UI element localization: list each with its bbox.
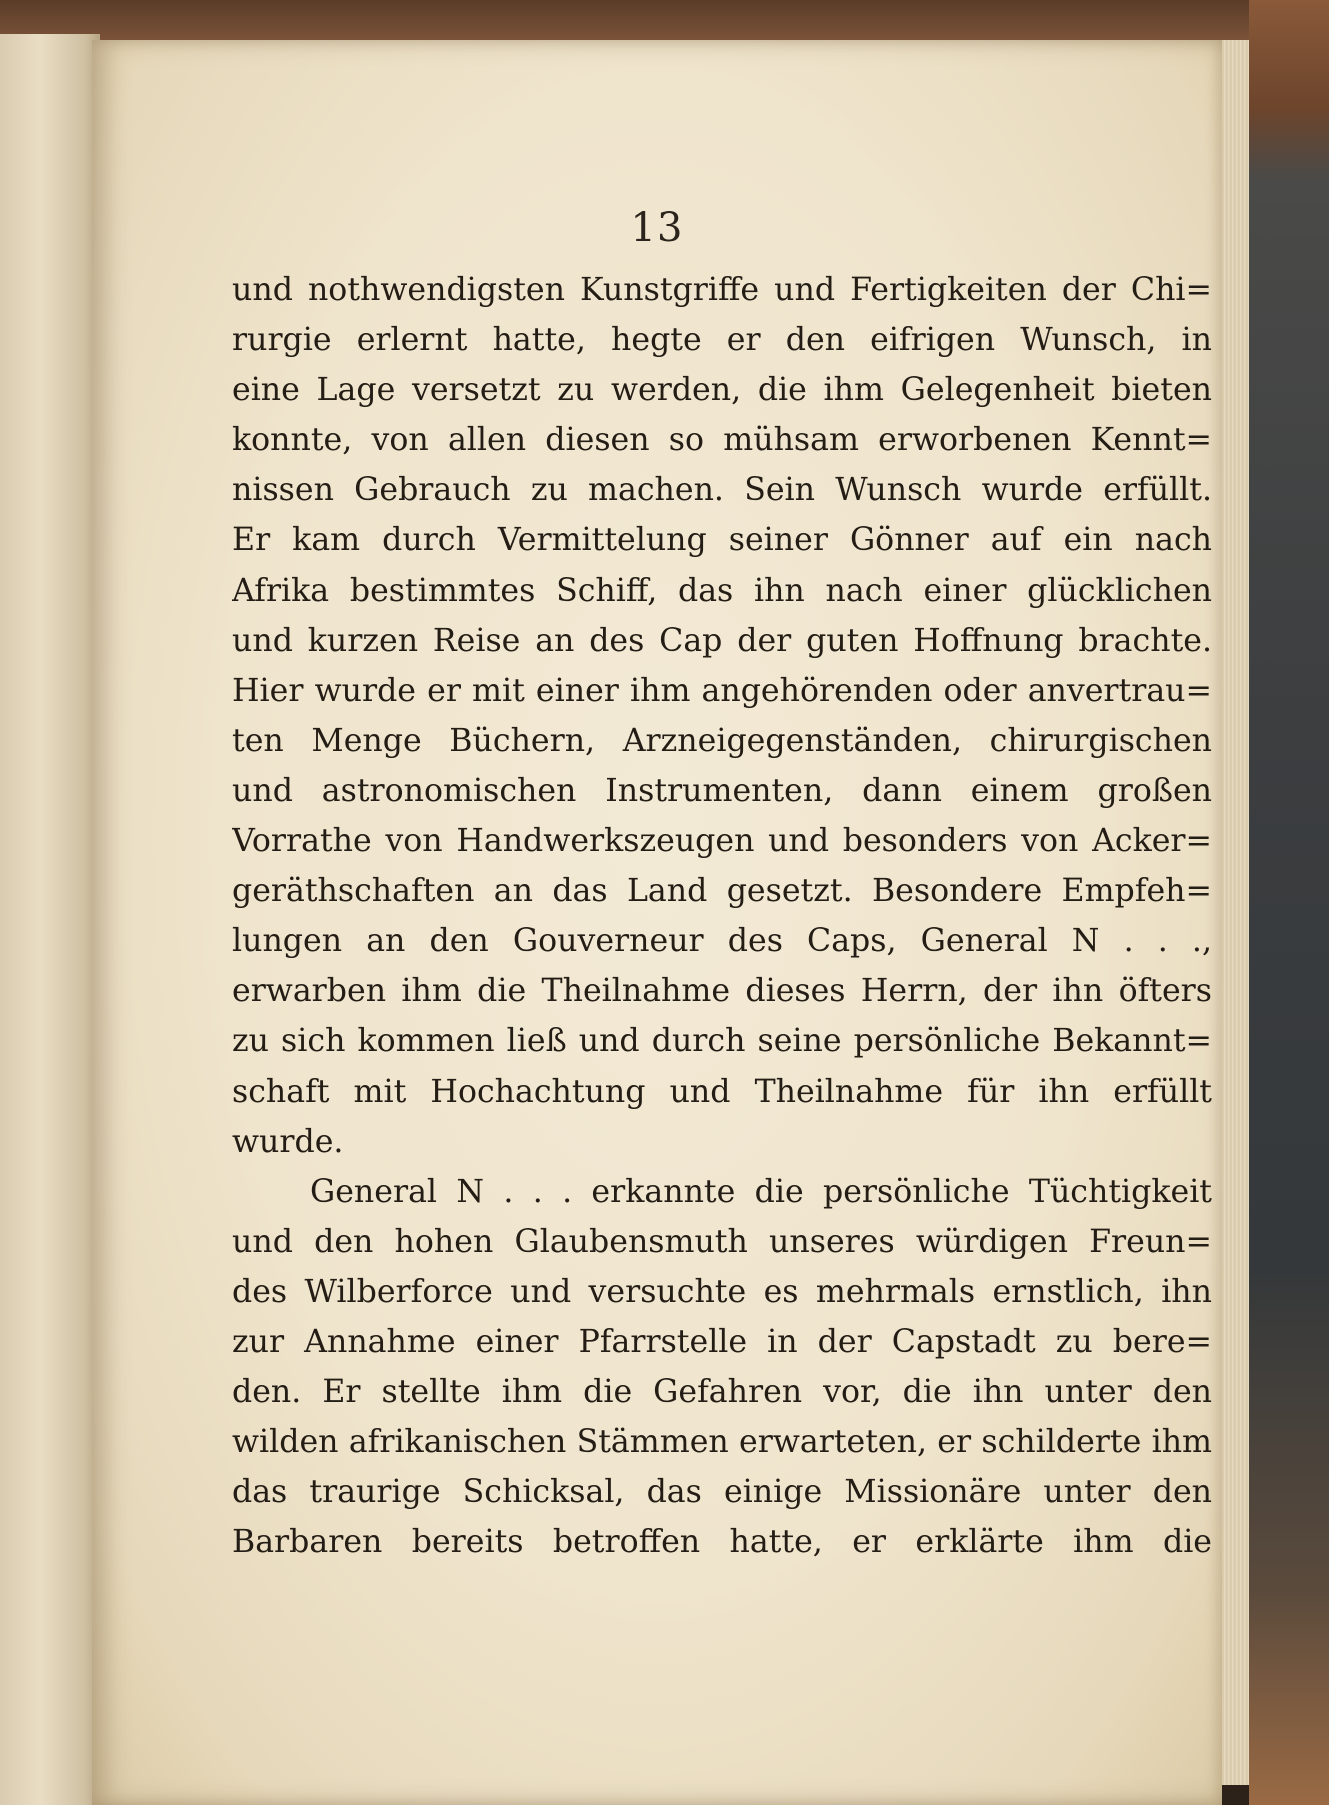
- text-line: das traurige Schicksal, das einige Missionäre unter den: [232, 1474, 1212, 1511]
- page-number: 13: [630, 205, 684, 251]
- text-line: und den hohen Glaubensmuth unseres würdigen Freun=: [232, 1223, 1212, 1260]
- text-line: den. Er stellte ihm die Gefahren vor, die ihn unter den: [232, 1374, 1212, 1411]
- text-line: wurde.: [232, 1123, 344, 1160]
- page-stack-edge: [1221, 40, 1249, 1785]
- text-line: lungen an den Gouverneur des Caps, General N . . .,: [232, 923, 1212, 960]
- text-line: erwarben ihm die Theilnahme dieses Herrn, der ihn öfters: [232, 973, 1212, 1010]
- text-line: zur Annahme einer Pfarrstelle in der Capstadt zu bere=: [232, 1323, 1212, 1360]
- text-line: zu sich kommen ließ und durch seine persönliche Bekannt=: [232, 1023, 1212, 1060]
- text-line: nissen Gebrauch zu machen. Sein Wunsch wurde erfüllt.: [232, 472, 1212, 509]
- paragraph-start-line: General N . . . erkannte die persönliche Tüchtigkeit: [310, 1173, 1212, 1210]
- text-line: und nothwendigsten Kunstgriffe und Fertigkeiten der Chi=: [232, 272, 1212, 308]
- page-text: [232, 265, 1212, 1567]
- book-cover-spine: [1249, 0, 1329, 1805]
- text-line: Afrika bestimmtes Schiff, das ihn nach einer glücklichen: [232, 572, 1212, 609]
- text-line: und astronomischen Instrumenten, dann einem großen: [232, 772, 1212, 809]
- text-line: rurgie erlernt hatte, hegte er den eifrigen Wunsch, in: [232, 322, 1212, 359]
- book-page: [92, 40, 1222, 1805]
- text-line: Er kam durch Vermittelung seiner Gönner auf ein nach: [232, 522, 1212, 559]
- text-line: des Wilberforce und versuchte es mehrmals ernstlich, ihn: [232, 1273, 1212, 1310]
- text-line: Barbaren bereits betroffen hatte, er erklärte ihm die: [232, 1524, 1212, 1561]
- text-line: Hier wurde er mit einer ihm angehörenden oder anvertrau=: [232, 672, 1212, 709]
- text-line: konnte, von allen diesen so mühsam erworbenen Kennt=: [232, 422, 1212, 459]
- text-line: und kurzen Reise an des Cap der guten Hoffnung brachte.: [232, 622, 1212, 659]
- text-line: schaft mit Hochachtung und Theilnahme für ihn erfüllt: [232, 1073, 1212, 1110]
- text-line: ten Menge Büchern, Arzneigegenständen, chirurgischen: [232, 722, 1212, 759]
- text-line: eine Lage versetzt zu werden, die ihm Gelegenheit bieten: [232, 372, 1212, 409]
- text-line: geräthschaften an das Land gesetzt. Besondere Empfeh=: [232, 873, 1212, 910]
- previous-page-edge: [0, 34, 100, 1805]
- book-cover-top: [0, 0, 1329, 40]
- text-line: Vorrathe von Handwerkszeugen und besonders von Acker=: [232, 823, 1212, 860]
- text-line: wilden afrikanischen Stämmen erwarteten, er schilderte ihm: [232, 1424, 1212, 1461]
